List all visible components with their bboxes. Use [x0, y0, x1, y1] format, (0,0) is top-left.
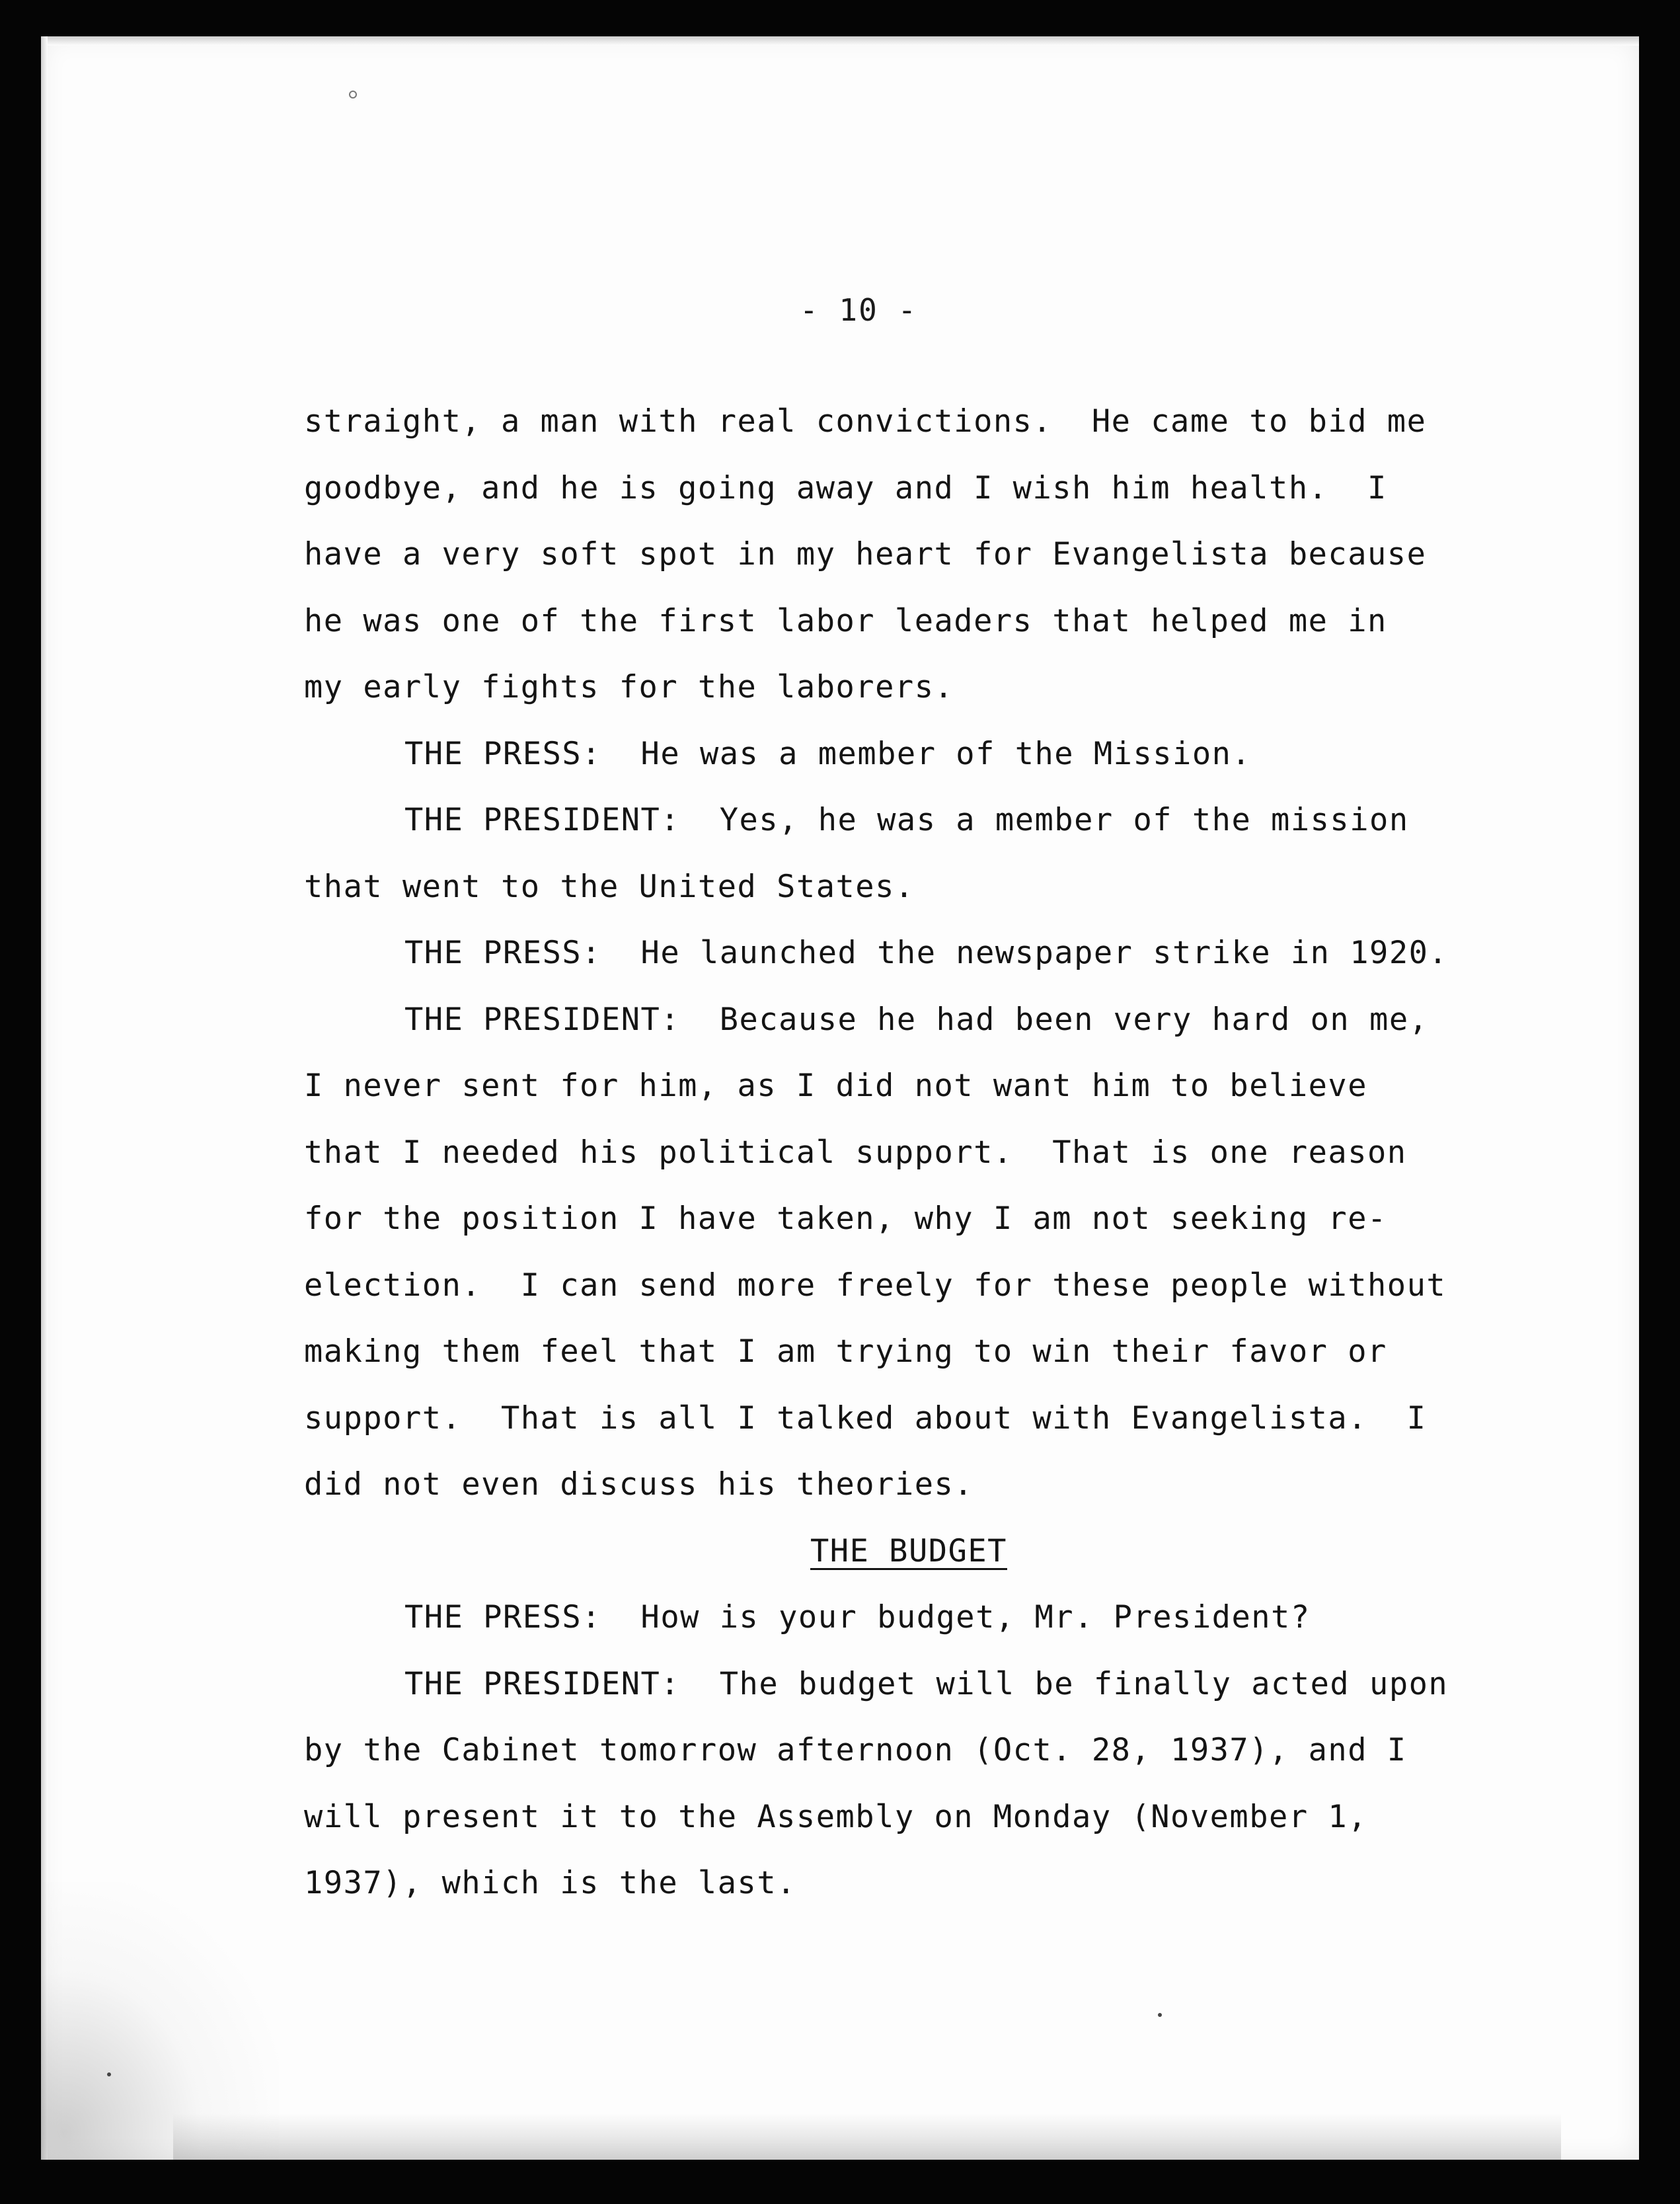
body-line: straight, a man with real convictions. He came to bid me: [304, 403, 1427, 440]
page-number: - 10 -: [800, 292, 918, 328]
body-line: 1937), which is the last.: [304, 1865, 796, 1901]
body-line: will present it to the Assembly on Monday (November 1,: [304, 1798, 1368, 1835]
body-line: that went to the United States.: [304, 868, 915, 905]
body-line: he was one of the first labor leaders that helped me in: [304, 602, 1387, 639]
press-question: THE PRESS: He launched the newspaper strike in 1920.: [404, 935, 1449, 971]
body-line: for the position I have taken, why I am not seeking re-: [304, 1200, 1387, 1237]
press-question: THE PRESS: He was a member of the Mission.: [404, 735, 1252, 772]
body-line: goodbye, and he is going away and I wish him health. I: [304, 469, 1387, 506]
body-line: by the Cabinet tomorrow afternoon (Oct. 28, 1937), and I: [304, 1732, 1407, 1768]
paper-speck: [349, 91, 357, 98]
president-answer: THE PRESIDENT: The budget will be finally acted upon: [404, 1665, 1449, 1702]
press-question: THE PRESS: How is your budget, Mr. President?: [404, 1599, 1311, 1635]
president-answer: THE PRESIDENT: Because he had been very hard on me,: [404, 1001, 1429, 1038]
body-line: support. That is all I talked about with Evangelista. I: [304, 1399, 1427, 1437]
scan-bottom-shadow: [173, 2113, 1561, 2160]
body-line: making them feel that I am trying to win their favor or: [304, 1333, 1387, 1370]
body-line: I never sent for him, as I did not want him to believe: [304, 1068, 1368, 1104]
paper-left-edge: [41, 36, 48, 2160]
body-line: election. I can send more freely for these people without: [304, 1267, 1447, 1304]
section-heading: [304, 1518, 1494, 1585]
president-answer: THE PRESIDENT: Yes, he was a member of the mission: [404, 802, 1409, 838]
transcript-body: [304, 389, 1494, 1917]
body-line: that I needed his political support. That is one reason: [304, 1134, 1407, 1171]
section-heading-text: THE BUDGET: [810, 1532, 1007, 1569]
body-line: have a very soft spot in my heart for Evangelista because: [304, 536, 1427, 572]
body-line: my early fights for the laborers.: [304, 669, 954, 705]
paper-speck: [1158, 2013, 1162, 2017]
paper-top-edge: [41, 36, 1639, 46]
paper-speck: [107, 2072, 111, 2076]
body-line: did not even discuss his theories.: [304, 1466, 974, 1503]
